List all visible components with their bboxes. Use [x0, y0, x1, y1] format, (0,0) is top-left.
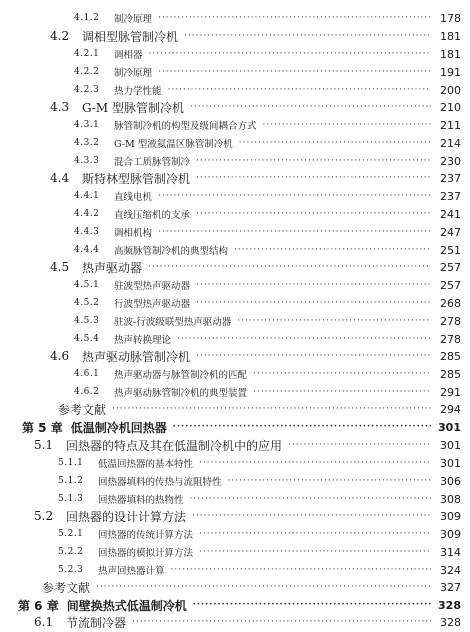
toc-entry-4-2: [0, 26, 470, 46]
section-title: 回热器的模拟计算方法: [98, 548, 194, 559]
toc-entry-4-3-2: [0, 133, 470, 153]
toc-entry-chapter-5: [0, 417, 470, 437]
section-number: 5.1.2: [58, 476, 84, 486]
page-number: 251: [440, 243, 461, 257]
page-number: 241: [440, 207, 461, 221]
leader-dots: [263, 121, 431, 130]
page-number: 257: [440, 260, 461, 274]
section-number: 4.5.1: [74, 280, 100, 290]
chapter-number: 第 6 章: [18, 598, 59, 613]
leader-dots: [239, 139, 431, 148]
section-title: 调相机构: [114, 228, 153, 239]
page-number: 285: [440, 367, 461, 381]
toc-entry-4-5-2: [0, 293, 470, 313]
leader-dots: [196, 299, 431, 308]
leader-dots: [199, 548, 431, 557]
toc-entry-4-3: [0, 97, 470, 117]
section-title: 行波型热声驱动器: [114, 299, 191, 310]
page-number: 278: [440, 332, 461, 346]
toc-entry-5-1-2: [0, 471, 470, 491]
page-number: 230: [440, 154, 461, 168]
toc-entry-references-4: [0, 399, 470, 419]
toc-entry-4-2-1: [0, 44, 470, 64]
section-number: 4.5.4: [74, 334, 100, 344]
leader-dots: [196, 352, 431, 361]
section-title: 制冷原理: [114, 68, 153, 79]
page-number: 268: [440, 296, 461, 310]
leader-dots: [288, 441, 431, 450]
section-number: 5.2: [34, 509, 54, 523]
leader-dots: [192, 512, 431, 521]
page-number: 328: [440, 615, 461, 629]
toc-entry-4-4-2: [0, 204, 470, 224]
leader-dots: [237, 317, 431, 326]
section-title: 高频脉管制冷机的典型结构: [114, 246, 229, 257]
toc-entry-4-4-3: [0, 222, 470, 242]
section-number: 5.2.1: [58, 529, 84, 539]
toc-entry-5-2-1: [0, 524, 470, 544]
section-number: 4.2.1: [74, 49, 100, 59]
page-number: 327: [440, 580, 461, 594]
section-number: 4.4.4: [74, 245, 100, 255]
section-title: 回热器的设计计算方法: [66, 509, 187, 524]
section-title: 调相器: [114, 50, 143, 61]
section-number: 4.2: [50, 29, 70, 43]
section-number: 4.2.2: [74, 67, 100, 77]
leader-dots: [173, 423, 431, 432]
section-number: 5.1.3: [58, 494, 84, 504]
section-title: 热声驱动器与脉管制冷机的匹配: [114, 370, 248, 381]
toc-entry-5-1-1: [0, 453, 470, 473]
toc-entry-4-1-2: [0, 8, 470, 28]
leader-dots: [158, 68, 431, 77]
section-title: 节流制冷器: [66, 615, 127, 630]
section-number: 5.1.1: [58, 458, 84, 468]
leader-dots: [171, 566, 431, 575]
page-number: 285: [440, 349, 461, 363]
section-number: 4.5.3: [74, 316, 100, 326]
section-number: 4.3.3: [74, 156, 100, 166]
page-number: 178: [440, 11, 461, 25]
page-number: 210: [440, 100, 461, 114]
section-number: 5.1: [34, 438, 54, 452]
section-number: 4.6.1: [74, 369, 100, 379]
leader-dots: [199, 459, 431, 468]
leader-dots: [234, 246, 431, 255]
toc-entry-4-2-2: [0, 62, 470, 82]
page-number: 301: [438, 420, 461, 434]
page-number: 309: [440, 527, 461, 541]
section-title: 热声驱动器: [82, 260, 143, 275]
toc-entry-4-4: [0, 168, 470, 188]
section-number: 4.3.2: [74, 138, 100, 148]
leader-dots: [253, 388, 431, 397]
page-number: 181: [440, 29, 461, 43]
leader-dots: [158, 192, 431, 201]
section-number: 5.2.2: [58, 547, 84, 557]
section-title: 热声转换理论: [114, 335, 172, 346]
section-number: 4.5: [50, 260, 70, 274]
page-number: 314: [440, 545, 461, 559]
section-title: 参考文献: [58, 402, 107, 417]
section-title: 热力学性能: [114, 86, 162, 97]
page-number: 200: [440, 83, 461, 97]
page-number: 308: [440, 492, 461, 506]
leader-dots: [199, 530, 431, 539]
section-title: 斯特林型脉管制冷机: [82, 171, 191, 186]
section-title: 脉管制冷机的构型及级间耦合方式: [114, 121, 257, 132]
page-number: 301: [440, 438, 461, 452]
section-title: 直线压缩机的支承: [114, 210, 191, 221]
section-number: 4.4.2: [74, 209, 100, 219]
page-number: 306: [440, 474, 461, 488]
section-title: 热声回热器计算: [98, 566, 165, 577]
leader-dots: [148, 263, 431, 272]
page-number: 301: [440, 456, 461, 470]
section-title: G-M 型脉管制冷机: [82, 100, 184, 115]
toc-entry-references-5: [0, 577, 470, 597]
section-number: 4.4: [50, 171, 70, 185]
leader-dots: [196, 157, 431, 166]
section-number: 4.3.1: [74, 120, 100, 130]
toc-entry-6-1: [0, 612, 470, 632]
page-number: 291: [440, 385, 461, 399]
section-title: 低温回热器的基本特性: [98, 459, 194, 470]
leader-dots: [177, 335, 431, 344]
leader-dots: [196, 174, 431, 183]
section-title: 直线电机: [114, 192, 153, 203]
section-title: 热声驱动脉管制冷机: [82, 349, 191, 364]
leader-dots: [149, 50, 431, 59]
section-number: 4.2.3: [74, 85, 100, 95]
page-number: 324: [440, 563, 461, 577]
section-number: 4.1.2: [74, 13, 100, 23]
section-title: 回热器填料的传热与流阻特性: [98, 477, 222, 488]
section-number: 4.6.2: [74, 387, 100, 397]
leader-dots: [132, 618, 431, 627]
section-title: 混合工质脉管制冷: [114, 157, 191, 168]
toc-entry-4-6: [0, 346, 470, 366]
page-number: 214: [440, 136, 461, 150]
page-number: 181: [440, 47, 461, 61]
page-number: 191: [440, 65, 461, 79]
section-title: 回热器的传统计算方法: [98, 530, 194, 541]
toc-entry-5-2: [0, 506, 470, 526]
leader-dots: [196, 210, 431, 219]
toc-entry-4-5: [0, 257, 470, 277]
section-number: 4.6: [50, 349, 70, 363]
section-title: 热声驱动脉管制冷机的典型装置: [114, 388, 248, 399]
section-number: 4.4.3: [74, 227, 100, 237]
chapter-title: 间壁换热式低温制冷机: [66, 598, 187, 613]
toc-entry-4-5-3: [0, 311, 470, 331]
page-number: 237: [440, 171, 461, 185]
leader-dots: [190, 103, 431, 112]
page-number: 211: [440, 118, 461, 132]
page-number: 294: [440, 402, 461, 416]
toc-entry-4-3-1: [0, 115, 470, 135]
toc-entry-4-6-1: [0, 364, 470, 384]
section-title: 驻波型热声驱动器: [114, 281, 191, 292]
section-number: 6.1: [34, 615, 54, 629]
toc-entry-4-5-1: [0, 275, 470, 295]
leader-dots: [158, 14, 431, 23]
leader-dots: [112, 405, 431, 414]
toc-entry-4-4-1: [0, 186, 470, 206]
leader-dots: [193, 601, 431, 610]
leader-dots: [184, 32, 431, 41]
section-number: 5.2.3: [58, 565, 84, 575]
section-title: 制冷原理: [114, 14, 153, 25]
page-number: 237: [440, 189, 461, 203]
leader-dots: [158, 228, 431, 237]
page-number: 257: [440, 278, 461, 292]
leader-dots: [190, 495, 431, 504]
section-title: 参考文献: [42, 580, 91, 595]
page-number: 247: [440, 225, 461, 239]
section-title: 驻波-行波级联型热声驱动器: [114, 317, 232, 328]
page-number: 309: [440, 509, 461, 523]
chapter-title: 低温制冷机回热器: [70, 420, 167, 435]
section-title: 调相型脉管制冷机: [82, 29, 179, 44]
section-number: 4.5.2: [74, 298, 100, 308]
page-number: 328: [438, 598, 461, 612]
leader-dots: [168, 86, 431, 95]
section-number: 4.4.1: [74, 191, 100, 201]
toc-entry-5-1: [0, 435, 470, 455]
leader-dots: [228, 477, 431, 486]
section-title: 回热器的特点及其在低温制冷机中的应用: [66, 438, 283, 453]
leader-dots: [96, 583, 431, 592]
leader-dots: [196, 281, 431, 290]
section-title: 回热器填料的热物性: [98, 495, 184, 506]
chapter-number: 第 5 章: [22, 420, 63, 435]
leader-dots: [253, 370, 431, 379]
page-number: 278: [440, 314, 461, 328]
section-title: G-M 型液氦温区脉管制冷机: [114, 139, 233, 150]
toc-entry-5-2-2: [0, 542, 470, 562]
section-number: 4.3: [50, 100, 70, 114]
